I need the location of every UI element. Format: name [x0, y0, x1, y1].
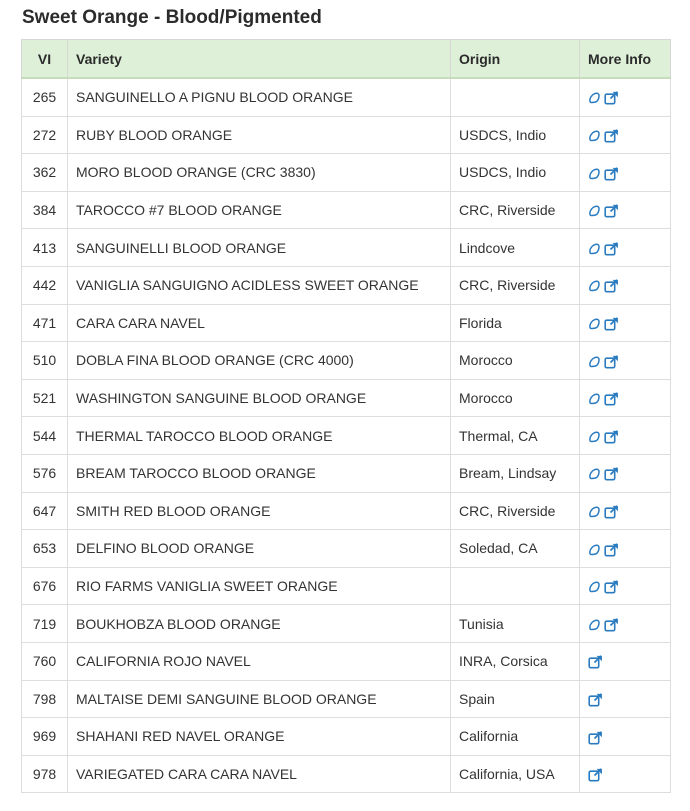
more-info-links — [588, 768, 603, 782]
photo-icon[interactable] — [588, 505, 601, 519]
cell-variety: DELFINO BLOOD ORANGE — [68, 530, 451, 568]
cell-vi: 362 — [22, 154, 68, 192]
cell-origin: CRC, Riverside — [451, 191, 580, 229]
cell-origin: Morocco — [451, 342, 580, 380]
table-row — [22, 680, 671, 718]
cell-variety: WASHINGTON SANGUINE BLOOD ORANGE — [68, 379, 451, 417]
more-info-links — [588, 731, 603, 745]
more-info-links — [588, 505, 619, 519]
cell-vi: 760 — [22, 642, 68, 680]
more-info-links — [588, 392, 619, 406]
cell-variety: THERMAL TAROCCO BLOOD ORANGE — [68, 417, 451, 455]
cell-origin — [451, 78, 580, 116]
external-link-icon[interactable] — [604, 505, 619, 519]
cell-variety: SHAHANI RED NAVEL ORANGE — [68, 718, 451, 756]
cell-vi: 384 — [22, 191, 68, 229]
more-info-links — [588, 693, 603, 707]
table-row — [22, 379, 671, 417]
external-link-icon[interactable] — [604, 204, 619, 218]
table-row — [22, 229, 671, 267]
cell-more-info — [580, 567, 671, 605]
photo-icon[interactable] — [588, 204, 601, 218]
cell-more-info — [580, 304, 671, 342]
cell-origin: USDCS, Indio — [451, 116, 580, 154]
more-info-links — [588, 129, 619, 143]
cell-variety: SANGUINELLO A PIGNU BLOOD ORANGE — [68, 78, 451, 116]
cell-more-info — [580, 154, 671, 192]
external-link-icon[interactable] — [588, 693, 603, 707]
table-row — [22, 154, 671, 192]
table-row — [22, 492, 671, 530]
cell-variety: CALIFORNIA ROJO NAVEL — [68, 642, 451, 680]
cell-vi: 521 — [22, 379, 68, 417]
cell-more-info — [580, 78, 671, 116]
cell-variety: BREAM TAROCCO BLOOD ORANGE — [68, 454, 451, 492]
cell-more-info — [580, 530, 671, 568]
external-link-icon[interactable] — [604, 279, 619, 293]
cell-vi: 265 — [22, 78, 68, 116]
cell-variety: MORO BLOOD ORANGE (CRC 3830) — [68, 154, 451, 192]
table-row — [22, 642, 671, 680]
more-info-links — [588, 655, 603, 669]
cell-more-info — [580, 342, 671, 380]
cell-origin: CRC, Riverside — [451, 266, 580, 304]
table-row — [22, 755, 671, 793]
cell-more-info — [580, 755, 671, 793]
cell-more-info — [580, 454, 671, 492]
table-row — [22, 266, 671, 304]
cell-origin: Florida — [451, 304, 580, 342]
photo-icon[interactable] — [588, 242, 601, 256]
photo-icon[interactable] — [588, 317, 601, 331]
cell-vi: 576 — [22, 454, 68, 492]
varieties-table — [21, 39, 671, 793]
cell-vi: 969 — [22, 718, 68, 756]
external-link-icon[interactable] — [588, 768, 603, 782]
cell-variety: RIO FARMS VANIGLIA SWEET ORANGE — [68, 567, 451, 605]
cell-origin: California, USA — [451, 755, 580, 793]
cell-origin: Bream, Lindsay — [451, 454, 580, 492]
table-row — [22, 304, 671, 342]
more-info-links — [588, 543, 619, 557]
table-header-row — [22, 40, 671, 79]
table-body — [22, 78, 671, 793]
photo-icon[interactable] — [588, 580, 601, 594]
table-row — [22, 605, 671, 643]
cell-variety: TAROCCO #7 BLOOD ORANGE — [68, 191, 451, 229]
cell-variety: VANIGLIA SANGUIGNO ACIDLESS SWEET ORANGE — [68, 266, 451, 304]
external-link-icon[interactable] — [604, 392, 619, 406]
cell-variety: CARA CARA NAVEL — [68, 304, 451, 342]
photo-icon[interactable] — [588, 467, 601, 481]
more-info-links — [588, 167, 619, 181]
cell-more-info — [580, 229, 671, 267]
cell-variety: DOBLA FINA BLOOD ORANGE (CRC 4000) — [68, 342, 451, 380]
cell-variety: RUBY BLOOD ORANGE — [68, 116, 451, 154]
external-link-icon[interactable] — [604, 91, 619, 105]
cell-origin: INRA, Corsica — [451, 642, 580, 680]
cell-origin — [451, 567, 580, 605]
table-row — [22, 116, 671, 154]
external-link-icon[interactable] — [604, 467, 619, 481]
cell-more-info — [580, 492, 671, 530]
table-row — [22, 417, 671, 455]
cell-more-info — [580, 266, 671, 304]
cell-vi: 798 — [22, 680, 68, 718]
cell-vi: 676 — [22, 567, 68, 605]
cell-origin: Soledad, CA — [451, 530, 580, 568]
cell-variety: SMITH RED BLOOD ORANGE — [68, 492, 451, 530]
more-info-links — [588, 467, 619, 481]
cell-variety: VARIEGATED CARA CARA NAVEL — [68, 755, 451, 793]
cell-vi: 272 — [22, 116, 68, 154]
cell-vi: 413 — [22, 229, 68, 267]
more-info-links — [588, 204, 619, 218]
more-info-links — [588, 91, 619, 105]
table-header — [22, 40, 671, 79]
table-row — [22, 530, 671, 568]
external-link-icon[interactable] — [604, 242, 619, 256]
cell-origin: California — [451, 718, 580, 756]
external-link-icon[interactable] — [604, 580, 619, 594]
column-header-variety[interactable]: Variety — [68, 40, 451, 79]
external-link-icon[interactable] — [604, 129, 619, 143]
cell-more-info — [580, 642, 671, 680]
photo-icon[interactable] — [588, 129, 601, 143]
external-link-icon[interactable] — [604, 543, 619, 557]
table-row — [22, 454, 671, 492]
cell-origin: CRC, Riverside — [451, 492, 580, 530]
cell-vi: 978 — [22, 755, 68, 793]
photo-icon[interactable] — [588, 167, 601, 181]
cell-origin: USDCS, Indio — [451, 154, 580, 192]
cell-variety: MALTAISE DEMI SANGUINE BLOOD ORANGE — [68, 680, 451, 718]
cell-more-info — [580, 417, 671, 455]
table-row — [22, 567, 671, 605]
external-link-icon[interactable] — [604, 430, 619, 444]
cell-more-info — [580, 191, 671, 229]
page-title: Sweet Orange - Blood/Pigmented — [22, 7, 322, 28]
column-header-more-info[interactable]: More Info — [580, 40, 671, 79]
cell-vi: 647 — [22, 492, 68, 530]
cell-variety: BOUKHOBZA BLOOD ORANGE — [68, 605, 451, 643]
cell-more-info — [580, 680, 671, 718]
more-info-links — [588, 618, 619, 632]
external-link-icon[interactable] — [604, 167, 619, 181]
table-row — [22, 191, 671, 229]
table-row — [22, 718, 671, 756]
external-link-icon[interactable] — [604, 355, 619, 369]
column-header-origin[interactable]: Origin — [451, 40, 580, 79]
cell-variety: SANGUINELLI BLOOD ORANGE — [68, 229, 451, 267]
photo-icon[interactable] — [588, 430, 601, 444]
photo-icon[interactable] — [588, 618, 601, 632]
cell-origin: Tunisia — [451, 605, 580, 643]
cell-vi: 719 — [22, 605, 68, 643]
cell-origin: Morocco — [451, 379, 580, 417]
more-info-links — [588, 580, 619, 594]
column-header-vi[interactable]: VI — [22, 40, 68, 79]
cell-origin: Lindcove — [451, 229, 580, 267]
cell-vi: 471 — [22, 304, 68, 342]
photo-icon[interactable] — [588, 91, 601, 105]
cell-more-info — [580, 718, 671, 756]
more-info-links — [588, 430, 619, 444]
external-link-icon[interactable] — [604, 317, 619, 331]
table-row — [22, 342, 671, 380]
more-info-links — [588, 317, 619, 331]
cell-more-info — [580, 605, 671, 643]
cell-origin: Thermal, CA — [451, 417, 580, 455]
more-info-links — [588, 355, 619, 369]
more-info-links — [588, 279, 619, 293]
external-link-icon[interactable] — [604, 618, 619, 632]
cell-vi: 544 — [22, 417, 68, 455]
photo-icon[interactable] — [588, 543, 601, 557]
cell-more-info — [580, 116, 671, 154]
cell-more-info — [580, 379, 671, 417]
external-link-icon[interactable] — [588, 655, 603, 669]
cell-vi: 442 — [22, 266, 68, 304]
photo-icon[interactable] — [588, 355, 601, 369]
photo-icon[interactable] — [588, 392, 601, 406]
external-link-icon[interactable] — [588, 731, 603, 745]
cell-vi: 510 — [22, 342, 68, 380]
cell-vi: 653 — [22, 530, 68, 568]
table-row — [22, 78, 671, 116]
more-info-links — [588, 242, 619, 256]
cell-origin: Spain — [451, 680, 580, 718]
photo-icon[interactable] — [588, 279, 601, 293]
